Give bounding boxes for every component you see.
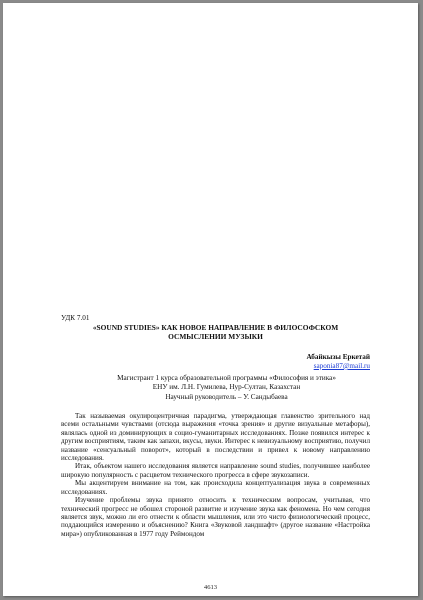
title-line: «SOUND STUDIES» КАК НОВОЕ НАПРАВЛЕНИЕ В ФИЛОСОФСКОМ bbox=[92, 323, 339, 332]
affiliation-line: Научный руководитель – У. Сандыбаева bbox=[165, 392, 288, 401]
body-paragraph: Итак, объектом нашего исследования является направление sound studies, получившее наиболее широкую популярность с расцветом технического прогресса в сфере звукозаписи. bbox=[61, 462, 370, 479]
body-paragraph: Так называемая окулироцентричная парадигма, утверждающая главенство зрительного над всеми остальными чувствами (отсюда выражения «точка зрения» и другие визуальные метафоры), являлась одной из доминирующих в социо-гуманитарных исследованиях. Позже появился интерес к другим восприятиям, таким как запахи, вкусы, звуки. Интерес к невизуальному восприятию, получил название «сенсуальный поворот», который в последствии и привел к новому направлению исследования. bbox=[61, 412, 370, 463]
body-paragraph: Изучение проблемы звука принято относить к техническим вопросам, учитывая, что технический прогресс не обошел стороной развитие и изучение звука как феномена. Но чем сегодня является звук, можно ли его отнести к области мышления, или это чисто физиологический процесс, поддающийся измерению и объяснению? Книга «Звуковой ландшафт» (другое название «Настройка мира») опубликованная в 1977 году Реймондом bbox=[61, 496, 370, 538]
page-number: 4613 bbox=[203, 584, 218, 591]
affiliation-line: ЕНУ им. Л.Н. Гумилева, Нур-Султан, Казахстан bbox=[152, 383, 301, 392]
udk-code: УДК 7.01 bbox=[61, 314, 90, 322]
article-body bbox=[61, 412, 370, 538]
author-block bbox=[61, 353, 370, 371]
author-name: Абайкызы Еркетай bbox=[306, 352, 370, 361]
affiliation-line: Магистрант 1 курса образовательной программы «Философия и этика» bbox=[117, 373, 336, 382]
author-email-link[interactable]: saponia87@mail.ru bbox=[313, 361, 370, 370]
document-page bbox=[3, 3, 418, 596]
article bbox=[61, 314, 370, 538]
article-title bbox=[61, 323, 370, 342]
body-paragraph: Мы акцентируем внимание на том, как происходила концептуализация звука в современных исследованиях. bbox=[61, 479, 370, 496]
title-line: ОСМЫСЛЕНИИ МУЗЫКИ bbox=[168, 332, 263, 342]
affiliation bbox=[61, 374, 370, 402]
